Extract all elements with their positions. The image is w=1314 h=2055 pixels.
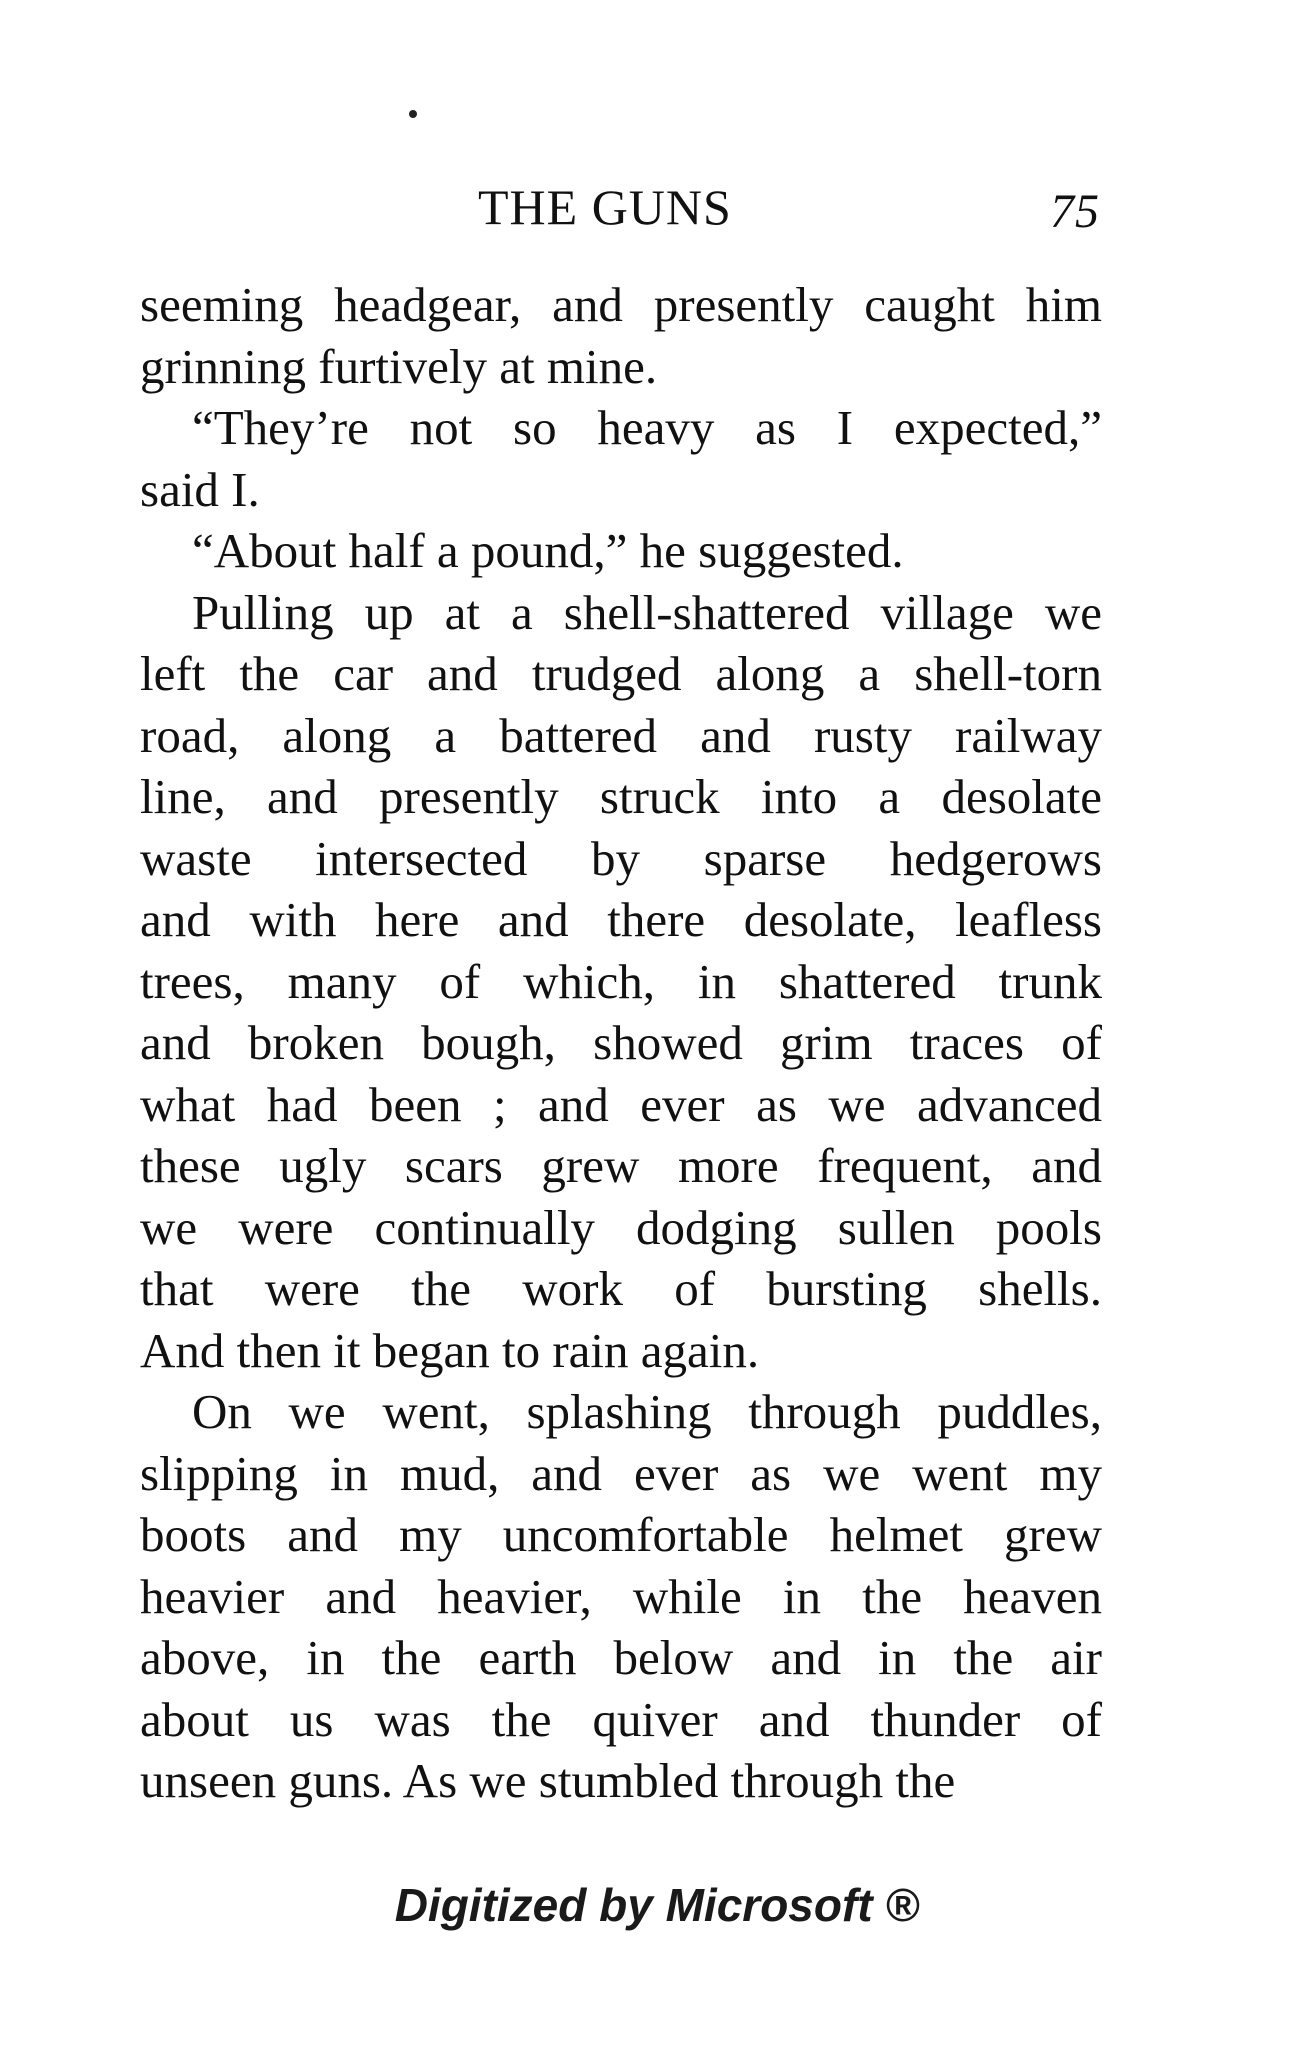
text-line: road, along a battered and rusty railway [140, 707, 1102, 763]
print-speck [409, 110, 417, 118]
body-text [140, 274, 1102, 1812]
text-line: left the car and trudged along a shell-torn [140, 646, 1102, 701]
text-line: slipping in mud, and ever as we went my [140, 1445, 1102, 1501]
text-line: and with here and there desolate, leafless [140, 892, 1102, 947]
text-line: Pulling up at a shell-shattered village we [192, 584, 1102, 640]
text-line: these ugly scars grew more frequent, and [140, 1138, 1102, 1193]
text-line: about us was the quiver and thunder of [140, 1691, 1102, 1747]
paragraph [140, 397, 1102, 520]
text-line: said I. [140, 461, 260, 517]
text-line: unseen guns. As we stumbled through the [140, 1753, 956, 1808]
text-line: And then it began to rain again. [140, 1322, 760, 1378]
text-line: that were the work of bursting shells. [140, 1261, 1102, 1316]
text-line: On we went, splashing through puddles, [192, 1384, 1102, 1439]
digitization-watermark: Digitized by Microsoft ® [394, 1879, 920, 1931]
text-line: “They’re not so heavy as I expected,” [192, 400, 1102, 455]
paragraph [140, 274, 1102, 397]
text-line: line, and presently struck into a desolate [140, 769, 1102, 824]
text-line: heavier and heavier, while in the heaven [140, 1568, 1102, 1624]
text-line: above, in the earth below and in the air [140, 1630, 1102, 1685]
text-line: seeming headgear, and presently caught him [140, 277, 1102, 332]
text-line: waste intersected by sparse hedgerows [140, 830, 1102, 886]
paragraph [140, 1381, 1102, 1812]
running-head [140, 178, 1110, 248]
text-line: and broken bough, showed grim traces of [140, 1015, 1102, 1070]
text-line: “About half a pound,” he suggested. [192, 523, 904, 578]
paragraph [140, 520, 1102, 582]
page-number: 75 [1050, 185, 1100, 238]
text-line: we were continually dodging sullen pools [140, 1199, 1102, 1255]
text-line: grinning furtively at mine. [140, 338, 658, 394]
paragraph [140, 582, 1102, 1382]
text-line: trees, many of which, in shattered trunk [140, 953, 1102, 1009]
text-line: what had been ; and ever as we advanced [140, 1076, 1102, 1132]
text-line: boots and my uncomfortable helmet grew [140, 1507, 1102, 1562]
running-title: THE GUNS [478, 179, 732, 235]
